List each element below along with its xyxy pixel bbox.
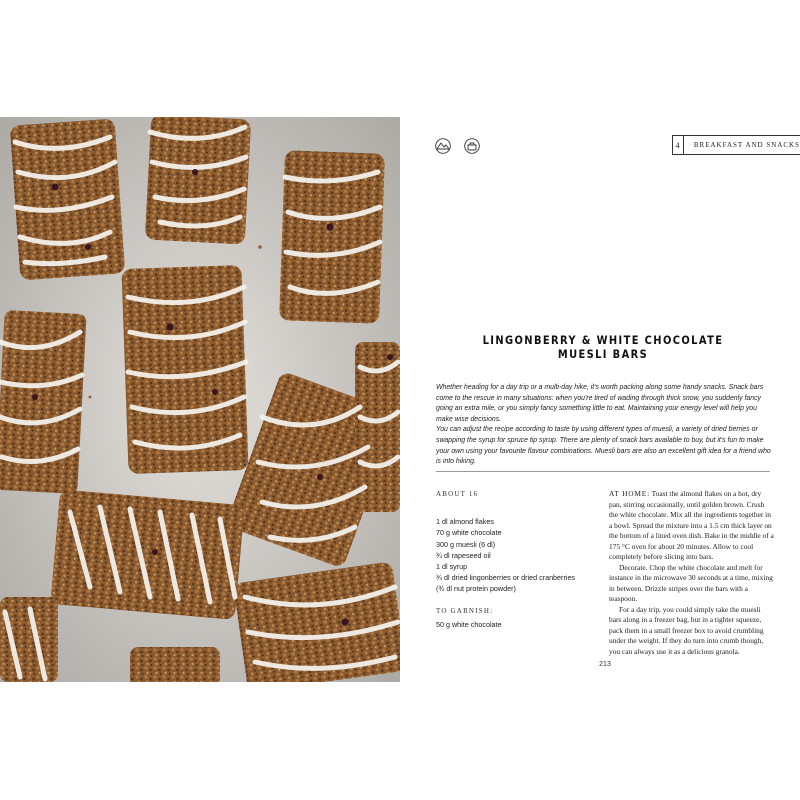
section-number: 4 <box>673 136 684 154</box>
ingredient-list <box>436 516 596 594</box>
method-lead: AT HOME: <box>609 489 650 498</box>
ingredient-item: 70 g white chocolate <box>436 528 502 538</box>
intro-paragraph: Whether heading for a day trip or a multi-day hike, it's worth packing along some handy snacks. Snack bars come to the rescue in many situations: when you're tired of wading through thick snow, you suddenly fancy going an extra mile, or you simply fancy something little to eat. Maintaining your energy level will help you make wise decisions. <box>436 384 764 423</box>
recipe-intro <box>436 383 772 468</box>
recipe-title: LINGONBERRY & WHITE CHOCOLATE MUESLI BARS <box>482 333 724 361</box>
yield-label: ABOUT 16 <box>436 490 479 498</box>
ingredient-item: 1 dl almond flakes <box>436 517 494 527</box>
ingredient-item: ¾ dl dried lingonberries or dried cranberries <box>436 573 576 583</box>
intro-paragraph: You can adjust the recipe according to taste by using different types of muesli, a variety of dried berries or swapping the syrup for spruce tip syrup. There are plenty of snack bars available to buy, but it's fun to make your own using your favourite flavour combinations. Muesli bars are also an excellent gift idea for a friend who is into hiking. <box>436 426 771 466</box>
method-text: Toast the almond flakes on a hot, dry pan, stirring occasionally, until golden brown. Crush the white chocolate. Mix all the ingredients together in a bowl. Spread the mixture into a 1.5 cm thick layer on the bottom of a lined oven dish. Bake in the middle of a 175 °C oven for about 20 minutes. Allow to cool completely before slicing into bars. <box>609 489 774 561</box>
garnish-list <box>436 619 596 630</box>
ingredient-item: 1 dl syrup <box>436 562 468 572</box>
ingredient-item: (¾ dl nut protein powder) <box>436 584 516 594</box>
ingredient-item: 300 g muesli (6 dl) <box>436 539 496 549</box>
method-paragraph: Decorate. Chop the white chocolate and melt for instance in the microwave 30 seconds at a time, mixing in between. Drizzle stripes over the bars with a teaspoon. <box>609 562 773 603</box>
page-number: 213 <box>599 661 611 668</box>
recipe-photo <box>0 117 400 682</box>
section-tab <box>672 135 800 155</box>
method-paragraph: For a day trip, you could simply take the muesli bars along in a freezer bag, but in a tighter squeeze, pack them in a small freezer box to avoid crumbling under the weight. If they do turn into crumb though, you can always use it as a delicious granola. <box>609 604 764 656</box>
stove-pot-icon <box>462 138 482 154</box>
ingredient-item: ¾ dl rapeseed oil <box>436 550 491 560</box>
garnish-heading: TO GARNISH: <box>436 606 494 615</box>
mountain-tent-icon <box>433 138 453 154</box>
method-paragraph <box>609 489 774 563</box>
ingredients-column <box>436 489 596 630</box>
method-column <box>609 489 774 657</box>
garnish-item: 50 g white chocolate <box>436 619 502 629</box>
divider <box>436 471 770 472</box>
section-title: BREAKFAST AND SNACKS <box>693 141 800 149</box>
